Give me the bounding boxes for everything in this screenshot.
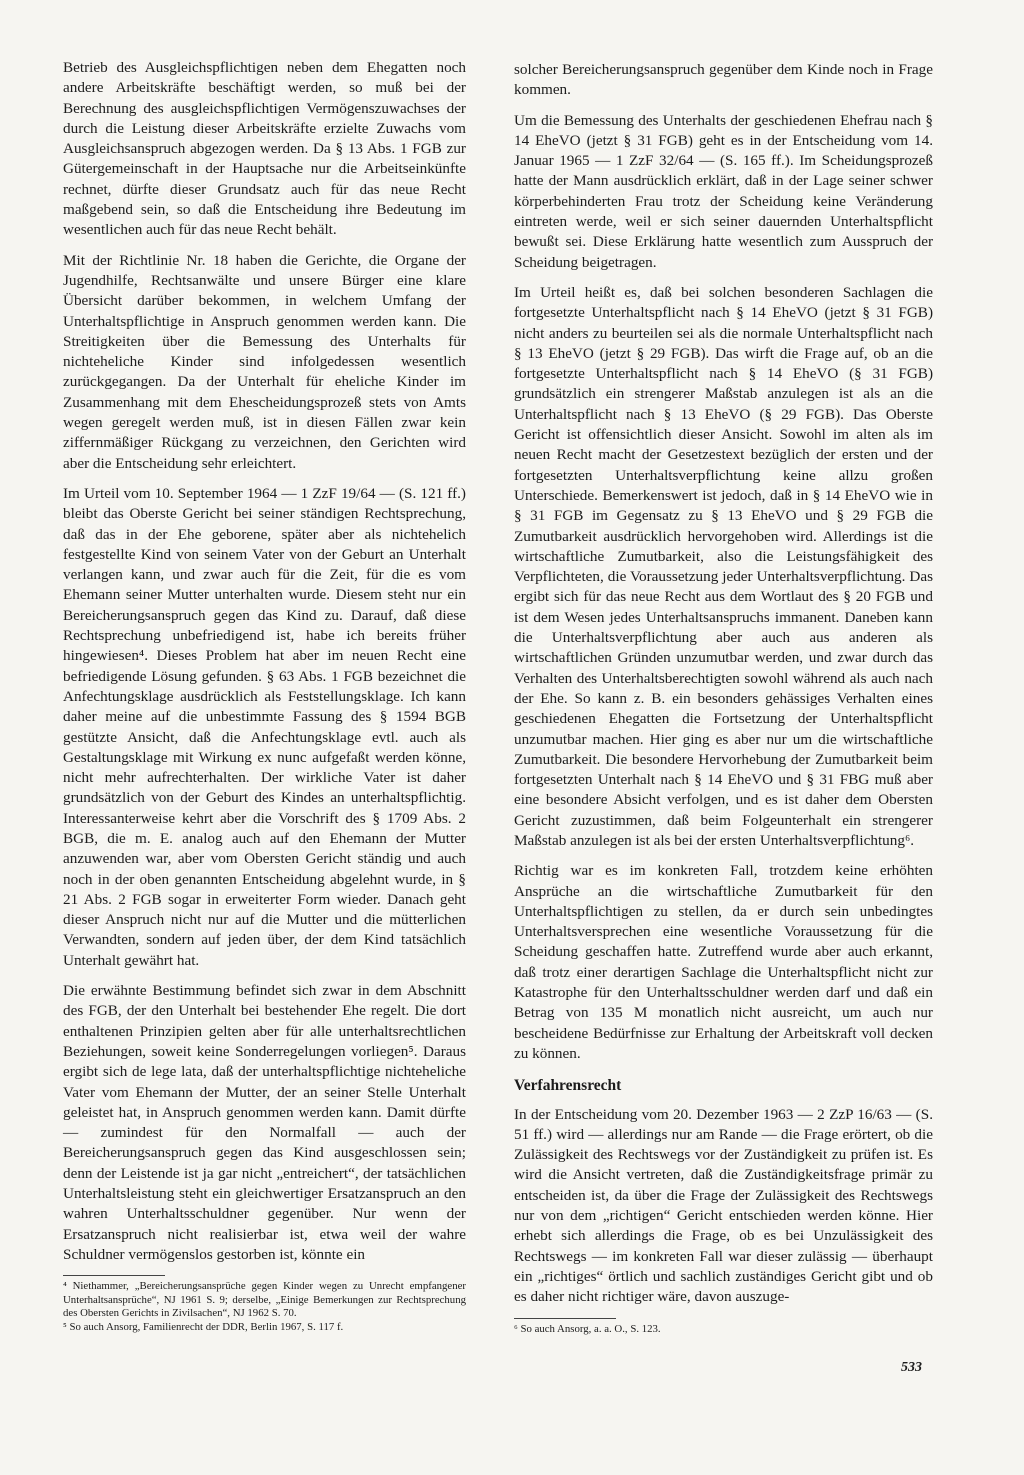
- body-paragraph: Um die Bemessung des Unterhalts der geschiedenen Ehefrau nach § 14 EheVO (jetzt § 31 FGB) geht es in der Entscheidung vom 14. Januar 1965 — 1 ZzF 32/64 — (S. 165 ff.). Im Scheidungsprozeß hatte der Mann ausdrücklich erklärt, daß in der Lage seiner schwer körperbehinderten Frau trotz der Scheidung keine Veränderung eintreten werde, weil er sich seiner dauernden Unterhaltspflicht bewußt sei. Diese Erklärung hatte wesentlich zum Ausspruch der Scheidung beigetragen.: [514, 111, 933, 271]
- footnote: ⁵ So auch Ansorg, Familienrecht der DDR, Berlin 1967, S. 117 f.: [63, 1321, 344, 1333]
- footnote-divider: [514, 1318, 616, 1319]
- footnote: ⁴ Niethammer, „Bereicherungsansprüche gegen Kinder wegen zu Unrecht empfangener Unterhaltsansprüche“, NJ 1961 S. 9; derselbe, „Einige Bemerkungen zur Rechtsprechung des Obersten Gerichts in Zivilsachen“, NJ 1962 S. 70.: [63, 1280, 466, 1320]
- page-number: 533: [901, 1360, 922, 1375]
- footnote-divider: [63, 1275, 165, 1276]
- footnote: ⁶ So auch Ansorg, a. a. O., S. 123.: [514, 1322, 661, 1335]
- body-paragraph: Die erwähnte Bestimmung befindet sich zwar in dem Abschnitt des FGB, der den Unterhalt bei bestehender Ehe regelt. Die dort enthaltenen Prinzipien gelten aber für alle unterhaltsrechtlichen Beziehungen, soweit keine Sonderregelungen vorliegen⁵. Daraus ergibt sich de lege lata, daß der unterhaltspflichtige nichteheliche Vater vom Ehemann der Mutter, der an seiner Stelle Unterhalt geleistet hat, in Anspruch genommen werden kann. Damit dürfte — zumindest für den Normalfall — auch der Bereicherungsanspruch gegen das Kind ausgeschlossen sein; denn der Leistende ist ja gar nicht „entreichert“, der tatsächlichen Unterhaltsleistung steht ein gleichwertiger Ersatzanspruch an den wahren Unterhaltsschuldner gegenüber. Nur wenn der Ersatzanspruch nicht realisierbar ist, etwa weil der wahre Schuldner vermögenslos gestorben ist, könnte ein: [63, 982, 466, 1263]
- body-paragraph: Im Urteil vom 10. September 1964 — 1 ZzF 19/64 — (S. 121 ff.) bleibt das Oberste Gericht bei seiner ständigen Rechtsprechung, daß das in der Ehe geborene, später aber als nichtehelich festgestellte Kind von seinem Vater von der Geburt an Unterhalt verlangen kann, und zwar auch für die Zeit, für die es vom Ehemann seiner Mutter unterhalten wurde. Diesem steht nur ein Bereicherungsanspruch gegen das Kind zu. Darauf, daß diese Rechtsprechung unbefriedigend ist, habe ich bereits früher hingewiesen⁴. Dieses Problem hat aber im neuen Recht eine befriedigende Lösung gefunden. § 63 Abs. 1 FGB bezeichnet die Anfechtungsklage ausdrücklich als Feststellungsklage. Ich kann daher meine auf die unbestimmte Fassung des § 1594 BGB gestützte Ansicht, daß die Anfechtungsklage evtl. auch als Gestaltungsklage mit Wirkung ex nunc aufgefaßt werden könne, nicht mehr aufrechterhalten. Der wirkliche Vater ist daher grundsätzlich von der Geburt des Kindes an unterhaltspflichtig. Interessanterweise kehrt aber die Vorschrift des § 1709 Abs. 2 BGB, die m. E. analog auch auf den Ehemann der Mutter anzuwenden war, aber vom Obersten Gericht ständig und auch noch in der oben genannten Entscheidung abgelehnt wurde, in § 21 Abs. 2 FGB sogar in erweiterter Form wieder. Danach geht dieser Anspruch nicht nur auf die Mutter und die mütterlichen Verwandten, sondern auf jeden über, der dem Kind tatsächlich Unterhalt gewährt hat.: [63, 484, 466, 969]
- body-paragraph: Mit der Richtlinie Nr. 18 haben die Gerichte, die Organe der Jugendhilfe, Rechtsanwälte und unsere Bürger eine klare Übersicht darüber bekommen, in welchem Umfang der Unterhaltspflichtige in Anspruch genommen werden kann. Die Streitigkeiten über die Bemessung des Unterhalts für nichteheliche Kinder sind infolgedessen wesentlich zurückgegangen. Da der Unterhalt für eheliche Kinder im Zusammenhang mit dem Ehescheidungsprozeß stets von Amts wegen geregelt werden muß, ist in diesen Fällen zwar kein ziffernmäßiger Rückgang zu verzeichnen, den Gerichten wird aber die Entscheidung sehr erleichtert.: [63, 251, 466, 472]
- body-paragraph: Richtig war es im konkreten Fall, trotzdem keine erhöhten Ansprüche an die wirtschaftliche Zumutbarkeit für den Unterhaltspflichtigen zu stellen, da er durch sein unbedingtes Unterhaltsversprechen eine wesentliche Voraussetzung für die Scheidung geschaffen hatte. Zutreffend wurde aber auch erkannt, daß trotz einer derartigen Sachlage die Unterhaltspflicht nicht zur Katastrophe für den Unterhaltsschuldner werden darf und daß ein Betrag von 135 M monatlich nicht ausreicht, um auch nur bescheidene Bedürfnisse zur Erhaltung der Arbeitskraft voll decken zu können.: [514, 862, 933, 1062]
- body-paragraph: Betrieb des Ausgleichspflichtigen neben dem Ehegatten noch andere Arbeitskräfte beschäftigt werden, so muß bei der Berechnung des ausgleichspflichtigen Vermögenszuwachses der durch die Leistung dieser Arbeitskräfte erzielte Zuwachs vom Ausgleichsanspruch abgezogen werden. Da § 13 Abs. 1 FGB zur Gütergemeinschaft in der Hauptsache nur die Arbeitseinkünfte rechnet, dürfte dieser Grundsatz auch für das neue Recht maßgebend sein, so daß die Entscheidung ihre Bedeutung im wesentlichen auch für das neue Recht behält.: [63, 59, 466, 239]
- right-column: [514, 60, 933, 1336]
- section-heading: Verfahrensrecht: [514, 1077, 622, 1095]
- body-paragraph: Im Urteil heißt es, daß bei solchen besonderen Sachlagen die fortgesetzte Unterhaltspflicht nach § 14 EheVO (jetzt § 31 FGB) nicht anders zu beurteilen sei als die normale Unterhaltspflicht nach § 13 EheVO (jetzt § 29 FGB). Das wirft die Frage auf, ob an die fortgesetzte Unterhaltspflicht nach § 14 EheVO (§ 31 FGB) grundsätzlich ein strengerer Maßstab anzulegen ist als an die Unterhaltspflicht nach § 13 EheVO (§ 29 FGB). Das Oberste Gericht ist offensichtlich dieser Ansicht. Sowohl im alten als im neuen Recht macht der Gesetzestext bezüglich der ersten und der fortgesetzten Unterhaltsverpflichtung keine allzu großen Unterschiede. Bemerkenswert ist jedoch, daß in § 14 EheVO wie in § 31 FGB im Gegensatz zu § 13 EheVO und § 29 FGB die Zumutbarkeit ausdrücklich hervorgehoben wird. Allerdings ist die wirtschaftliche Zumutbarkeit, also die Leistungsfähigkeit des Verpflichteten, die Voraussetzung jeder Unterhaltsverpflichtung. Das ergibt sich für das neue Recht aus dem Wortlaut des § 20 FGB und ist dem Wesen jedes Unterhaltsanspruchs immanent. Daneben kann die Unterhaltsverpflichtung aber auch aus anderen als wirtschaftlichen Gründen unzumutbar werden, und zwar durch das Verhalten des Unterhaltsberechtigten sowohl während als auch nach der Ehe. So kann z. B. ein besonders gehässiges Verhalten eines geschiedenen Ehegatten die Fortsetzung der Unterhaltspflicht unzumutbar machen. Hier ging es aber nur um die wirtschaftliche Zumutbarkeit. Die besondere Hervorhebung der Zumutbarkeit beim fortgesetzten Unterhalt nach § 14 EheVO und § 31 FBG muß aber eine besondere Absicht verfolgen, und es ist daher dem Obersten Gericht zuzustimmen, daß beim Folgeunterhalt ein strengerer Maßstab anzulegen ist als bei der ersten Unterhaltsverpflichtung⁶.: [514, 283, 933, 849]
- body-paragraph: solcher Bereicherungsanspruch gegenüber dem Kinde noch in Frage kommen.: [514, 61, 933, 99]
- body-paragraph: In der Entscheidung vom 20. Dezember 1963 — 2 ZzP 16/63 — (S. 51 ff.) wird — allerdings nur am Rande — die Frage erörtert, ob die Zulässigkeit des Rechtswegs vor der Zuständigkeit zu prüfen ist. Es wird die Ansicht vertreten, daß die Zuständigkeitsfrage primär zu entscheiden ist, da über die Frage der Zulässigkeit des Rechtswegs nur von dem „richtigen“ Gericht entschieden werden könne. Hier erhebt sich allerdings die Frage, ob es bei Unzulässigkeit des Rechtswegs — im konkreten Fall war dieser zulässig — überhaupt ein „richtiges“ örtlich und sachlich zuständiges Gericht gibt und ob es daher nicht richtiger wäre, davon auszuge-: [514, 1105, 933, 1306]
- left-column: [63, 58, 466, 1335]
